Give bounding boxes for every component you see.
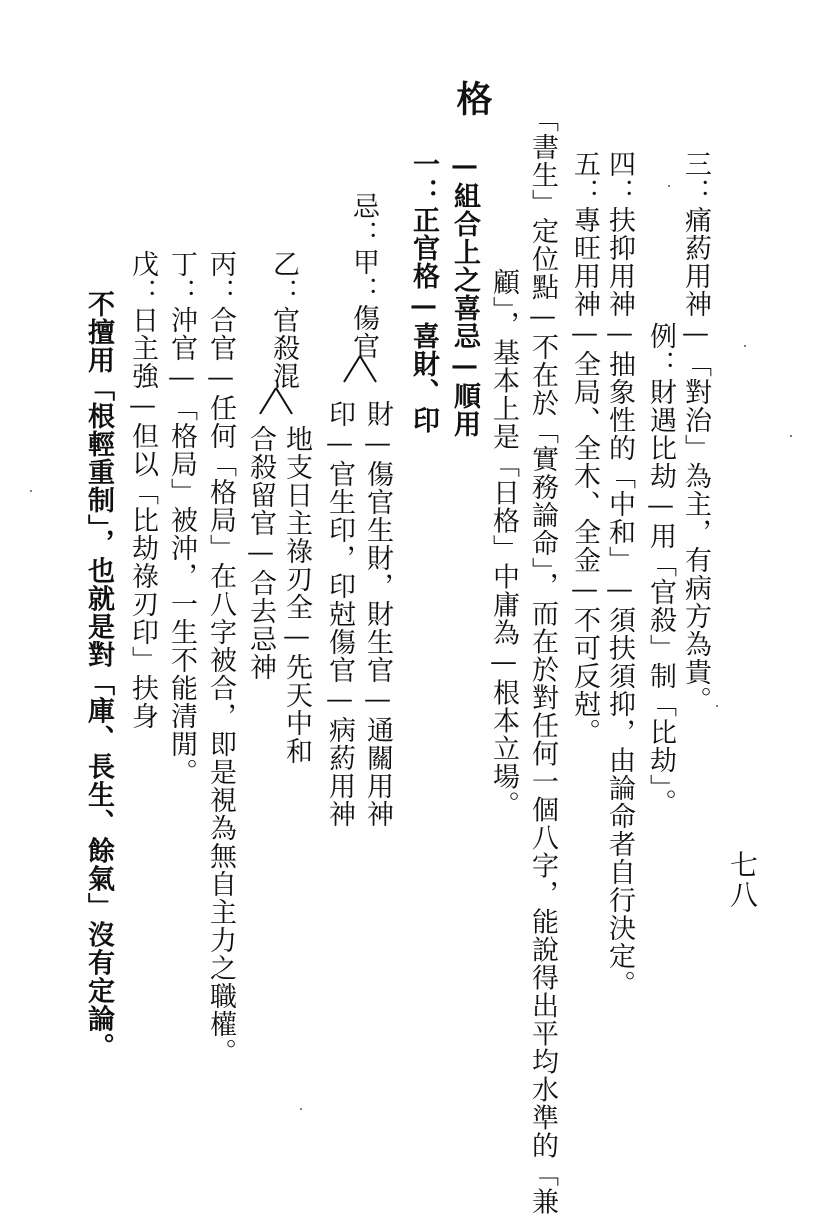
scholar-stance-line2: 顧」，基本上是「日格」中庸為—根本立場。 xyxy=(488,268,519,819)
speck xyxy=(668,185,670,187)
speck xyxy=(716,705,718,707)
closing-line: 不擅用「根輕重制」，也就是對「庫、長生、餘氣」沒有定論。 xyxy=(83,290,114,1061)
item-one-heading: 一：正官格—喜財、印 xyxy=(408,150,439,434)
bing-line: 丙：合官—任何「格局」在八字被合，即是視為無自主力之職權。 xyxy=(205,250,236,1066)
yi-label: 乙：官殺混 xyxy=(268,250,299,390)
avoid-label: 忌：甲：傷官 xyxy=(348,192,379,360)
speck xyxy=(790,435,792,437)
avoid-brace xyxy=(340,354,380,384)
avoid-branch-wealth: 財—傷官生財，財生官—通關用神 xyxy=(362,400,393,828)
rule-five: 五：專旺用神—全局、全木、全金—不可反尅。 xyxy=(569,150,600,746)
section-heading: 格 xyxy=(451,80,493,117)
wu-line: 戊：日主強—但以「比劫祿刃印」扶身 xyxy=(127,250,158,730)
ding-line: 丁：沖官—「格局」被沖，一生不能清閒。 xyxy=(166,250,197,786)
speck xyxy=(744,345,746,347)
scholar-stance-line1: 「書生」定位點—不在於「實務論命」，而在於對任何一個八字，能說得出平均水準的「兼 xyxy=(527,105,558,1216)
speck xyxy=(30,490,32,492)
speck xyxy=(300,1108,302,1110)
page-number: 七八 xyxy=(726,850,759,910)
yi-branch-a: 地支日主祿刃全—先天中和 xyxy=(281,425,312,765)
rule-three-example: 例：財遇比劫—用「官殺」制「比劫」。 xyxy=(645,322,676,817)
yi-brace xyxy=(256,386,296,416)
yi-branch-b: 合殺留官—合去忌神 xyxy=(245,425,276,681)
avoid-branch-seal: 印—官生印，印尅傷官—病葯用神 xyxy=(324,400,355,828)
rule-three: 三：痛葯用神—「對治」為主，有病方為貴。 xyxy=(680,150,711,714)
rule-four: 四：扶抑用神—抽象性的「中和」—須扶須抑，由論命者自行決定。 xyxy=(604,150,635,998)
combination-heading: —組合上之喜忌—順用 xyxy=(449,150,480,438)
